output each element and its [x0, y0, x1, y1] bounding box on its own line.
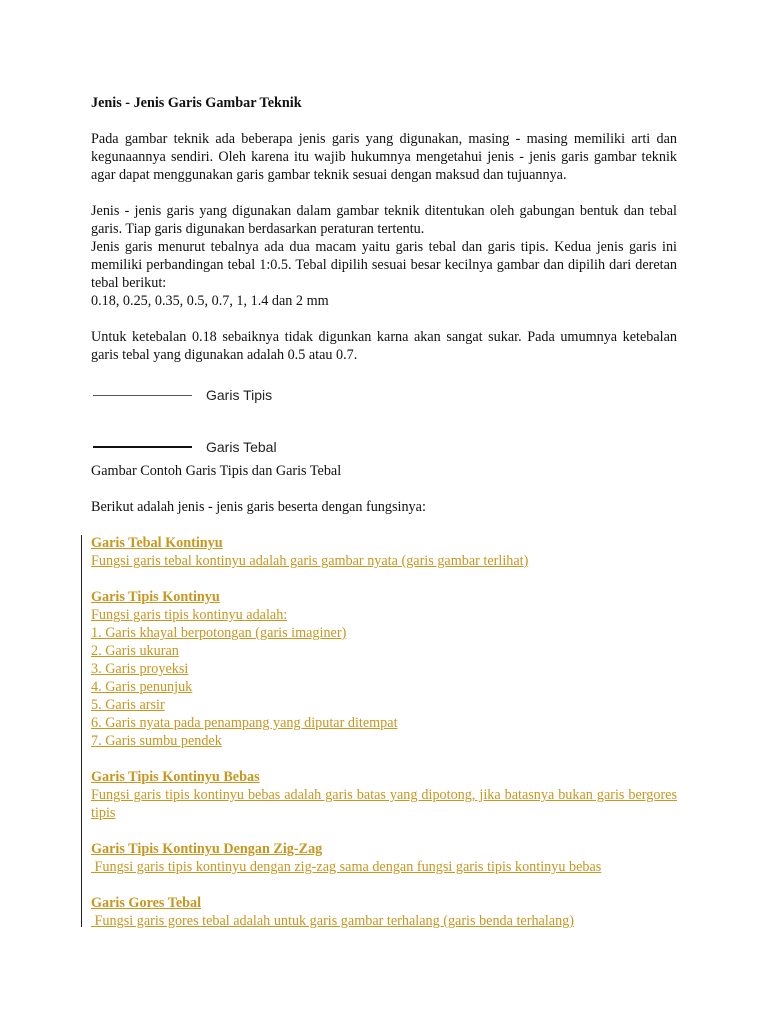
section-body-garis-tipis-kontinyu[interactable]: Fungsi garis tipis kontinyu adalah:	[91, 607, 288, 623]
list-item[interactable]: 1. Garis khayal berpotongan (garis imaginer)	[91, 625, 347, 641]
paragraph-recommendation: Untuk ketebalan 0.18 sebaiknya tidak digunkan karna akan sangat sukar. Pada umumnya ketebalan garis tebal yang digunakan adalah 0.5 atau 0.7.	[91, 329, 677, 363]
section-body-garis-tipis-kontinyu-bebas[interactable]: Fungsi garis tipis kontinyu bebas adalah garis batas yang dipotong, jika batasnya bukan garis bergores tipis	[91, 787, 677, 821]
list-item[interactable]: 3. Garis proyeksi	[91, 661, 189, 677]
thin-line-stroke	[93, 395, 192, 396]
thin-line-label: Garis Tipis	[206, 387, 273, 403]
section-heading-garis-gores-tebal[interactable]: Garis Gores Tebal	[91, 895, 202, 911]
paragraph-intro: Pada gambar teknik ada beberapa jenis garis yang digunakan, masing - masing memiliki arti dan kegunaannya sendiri. Oleh karena itu wajib hukumnya mengetahui jenis - jenis garis gambar teknik agar dapat menggunakan garis gambar teknik sesuai dengan maksud dan tujuannya.	[91, 131, 677, 183]
thin-line-example	[93, 386, 272, 404]
section-heading-garis-tipis-kontinyu[interactable]: Garis Tipis Kontinyu	[91, 589, 220, 605]
paragraph-line-types: Jenis - jenis garis yang digunakan dalam gambar teknik ditentukan oleh gabungan bentuk dan tebal garis. Tiap garis digunakan berdasarkan peraturan tertentu.	[91, 203, 677, 237]
document-page	[91, 94, 677, 930]
paragraph-thickness: Jenis garis menurut tebalnya ada dua macam yaitu garis tebal dan garis tipis. Kedua jenis garis ini memiliki perbandingan tebal 1:0.5. Tebal dipilih sesuai besar kecilnya gambar dan dipilih dari deretan tebal berikut:	[91, 239, 677, 291]
line-types-list	[91, 534, 677, 930]
section-heading-garis-tipis-kontinyu-bebas[interactable]: Garis Tipis Kontinyu Bebas	[91, 769, 260, 785]
list-item[interactable]: 4. Garis penunjuk	[91, 679, 193, 695]
list-intro: Berikut adalah jenis - jenis garis beserta dengan fungsinya:	[91, 499, 426, 515]
thick-line-label: Garis Tebal	[206, 439, 277, 455]
list-item[interactable]: 6. Garis nyata pada penampang yang diputar ditempat	[91, 715, 398, 731]
section-heading-garis-tebal-kontinyu[interactable]: Garis Tebal Kontinyu	[91, 535, 223, 551]
thick-line-stroke	[93, 446, 192, 448]
thick-line-example	[93, 438, 277, 456]
line-example-figure	[91, 372, 677, 462]
change-bar	[81, 535, 82, 927]
section-heading-garis-zig-zag[interactable]: Garis Tipis Kontinyu Dengan Zig-Zag	[91, 841, 323, 857]
section-body-garis-tebal-kontinyu[interactable]: Fungsi garis tebal kontinyu adalah garis gambar nyata (garis gambar terlihat)	[91, 553, 529, 569]
document-title: Jenis - Jenis Garis Gambar Teknik	[91, 95, 302, 111]
list-item[interactable]: 7. Garis sumbu pendek	[91, 733, 222, 749]
section-body-garis-gores-tebal[interactable]: Fungsi garis gores tebal adalah untuk garis gambar terhalang (garis benda terhalang)	[91, 913, 574, 929]
figure-caption: Gambar Contoh Garis Tipis dan Garis Tebal	[91, 463, 342, 479]
paragraph-thickness-values: 0.18, 0.25, 0.35, 0.5, 0.7, 1, 1.4 dan 2 mm	[91, 293, 329, 309]
section-body-garis-zig-zag[interactable]: Fungsi garis tipis kontinyu dengan zig-zag sama dengan fungsi garis tipis kontinyu bebas	[91, 859, 602, 875]
list-item[interactable]: 5. Garis arsir	[91, 697, 165, 713]
list-item[interactable]: 2. Garis ukuran	[91, 643, 179, 659]
